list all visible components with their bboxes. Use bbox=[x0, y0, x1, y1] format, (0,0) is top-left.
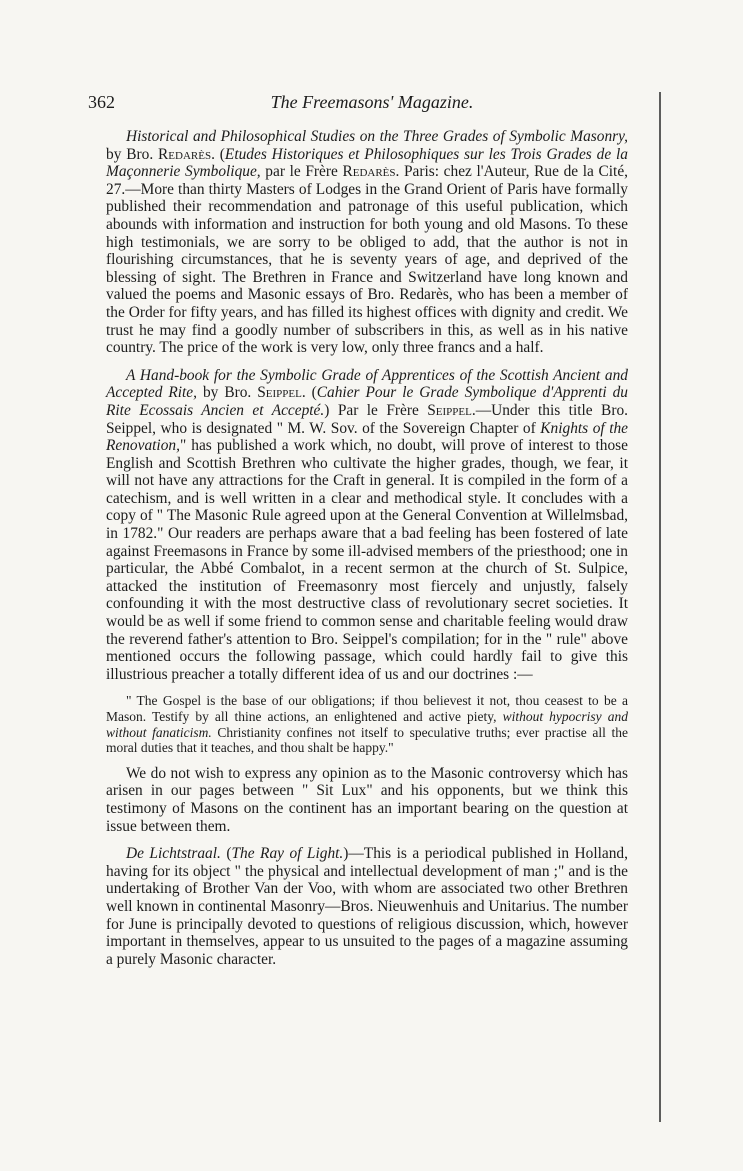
page-header bbox=[88, 92, 656, 122]
review-text: . Paris: chez l'Auteur, Rue de la Cité, 27.—More than thirty Masters of Lodges in the Grand Orient of Paris have formally published their recommendation and patronage of this useful publication, which abounds with information and instruction for both young and old Masons. To these high testimonials, we are sorry to be obliged to add, that the author is not in flourishing circumstances, that he is seventy years of age, and deprived of the blessing of sight. The Brethren in France and Switzerland have long known and valued the poems and Masonic essays of Bro. Redarès, who has been a member of the Order for fifty years, and has filled its highest offices with dignity and credit. We trust he may find a goodly number of subscribers in this, as well as in his native country. The price of the work is very low, only three francs and a half. bbox=[106, 163, 628, 357]
quote-emphasis: without hypocrisy and without fanaticism. bbox=[106, 709, 628, 740]
review-redares: Historical and Philosophical Studies on the Three Grades of Symbolic Masonry, by Bro. Redarès. (Etudes Historiques et Philosophiques sur les Trois Grades de la Maçonnerie Symbolique, par le Frère Redarès. Paris: chez l'Auteur, Rue de la Cité, 27.—More than thirty Masters of Lodges in the Grand Orient of Paris have formally published their recommendation and patronage of this useful publication, which abounds with information and instruction for both young and old Masons. To these high testimonials, we are sorry to be obliged to add, that the author is not in flourishing circumstances, that he is seventy years of age, and deprived of the blessing of sight. The Brethren in France and Switzerland have long known and valued the poems and Masonic essays of Bro. Redarès, who has been a member of the Order for fifty years, and has filled its highest offices with dignity and credit. We trust he may find a goodly number of subscribers in this, as well as in his native country. The price of the work is very low, only three francs and a half. bbox=[106, 128, 628, 357]
article-body bbox=[106, 128, 628, 978]
order-name: Knights of the Renovation, bbox=[106, 419, 628, 455]
editorial-note bbox=[106, 765, 628, 835]
author-name: Seippel bbox=[427, 401, 472, 419]
running-title: The Freemasons' Magazine. bbox=[270, 92, 474, 112]
book-title: Historical and Philosophical Studies on the Three Grades of Symbolic Masonry, bbox=[126, 128, 628, 145]
review-text: We do not wish to express any opinion as to the Masonic controversy which has arisen in our pages between " Sit Lux" and his opponents, but we think this testimony of Masons on the continent has an important bearing on the question at issue between them. bbox=[106, 764, 628, 835]
review-text: " has published a work which, no doubt, will prove of interest to those English and Scottish Brethren who cultivate the higher grades, though, we fear, it will not have any attractions for the Craft in general. It is compiled in the form of a catechism, and is well written in a clear and methodical style. It concludes with a copy of " The Masonic Rule agreed upon at the General Convention at Willelmsbad, in 1782." Our readers are perhaps aware that a bad feeling has been fostered of late against Freemasons in France by some ill-advised members of the priesthood; one in particular, the Abbé Combalot, in a recent sermon at the church of St. Sulpice, attacked the institution of Freemasonry most fiercely and unjustly, falsely confounding it with the most destructive class of revolutionary secret societies. It would be as well if some friend to common sense and charitable feeling would draw the reverend father's attention to Bro. Seippel's compilation; for in the " rule" above mentioned occurs the following passage, which could hardly fail to give this illustrious preacher a totally different idea of us and our doctrines :— bbox=[106, 437, 628, 683]
title-translation: The Ray of Light. bbox=[231, 845, 344, 863]
author-name: Redarès bbox=[342, 163, 396, 181]
review-text: )—This is a periodical published in Holland, having for its object " the physical and intellectual development of man ;" and is the undertaking of Brother Van der Voo, with whom are associated two other Brethren well known in continental Masonry—Bros. Nieuwenhuis and Unitarius. The number for June is principally devoted to questions of religious discussion, which, however important in themselves, appear to us unsuited to the pages of a magazine assuming a purely Masonic character. bbox=[106, 845, 628, 968]
page-number: 362 bbox=[88, 92, 115, 112]
review-lichtstraal: De Lichtstraal. (The Ray of Light.)—This is a periodical published in Holland, having for its object " the physical and intellectual development of man ;" and is the undertaking of Brother Van der Voo, with whom are associated two other Brethren well known in continental Masonry—Bros. Nieuwenhuis and Unitarius. The number for June is principally devoted to questions of religious discussion, which, however important in themselves, appear to us unsuited to the pages of a magazine assuming a purely Masonic character. bbox=[106, 845, 628, 968]
french-title: Etudes Historiques et Philosophiques sur les Trois Grades de la Maçonnerie Symbolique, bbox=[106, 145, 628, 181]
french-title: Cahier Pour le Grade Symbolique d'Apprenti du Rite Ecossais Ancien et Accepté. bbox=[106, 384, 628, 419]
book-title: A Hand-book for the Symbolic Grade of Apprentices of the Scottish Ancient and Accepted Rite, bbox=[106, 366, 628, 402]
author-name: Seippel. bbox=[257, 384, 306, 402]
review-seippel: A Hand-book for the Symbolic Grade of Apprentices of the Scottish Ancient and Accepted Rite, by Bro. Seippel. (Cahier Pour le Grade Symbolique d'Apprenti du Rite Ecossais Ancien et Accepté.) Par le Frère Seippel.—Under this title Bro. Seippel, who is designated " M. W. Sov. of the Sovereign Chapter of Knights of the Renovation," has published a work which, no doubt, will prove of interest to those English and Scottish Brethren who cultivate the higher grades, though, we fear, it will not have any attractions for the Craft in general. It is compiled in the form of a catechism, and is well written in a clear and methodical style. It concludes with a copy of " The Masonic Rule agreed upon at the General Convention at Willelmsbad, in 1782." Our readers are perhaps aware that a bad feeling has been fostered of late against Freemasons in France by some ill-advised members of the priesthood; one in particular, the Abbé Combalot, in a recent sermon at the church of St. Sulpice, attacked the institution of Freemasonry most fiercely and unjustly, falsely confounding it with the most destructive class of revolutionary secret societies. It would be as well if some friend to common sense and charitable feeling would draw the reverend father's attention to Bro. Seippel's compilation; for in the " rule" above mentioned occurs the following passage, which could hardly fail to give this illustrious preacher a totally different idea of us and our doctrines :— bbox=[106, 366, 628, 683]
periodical-title: De Lichtstraal. bbox=[126, 845, 221, 863]
block-quote: " The Gospel is the base of our obligations; if thou believest it not, thou ceasest to be a Mason. Testify by all thine actions, an enlightened and active piety, without hypocrisy and without fanaticism. Christianity confines not itself to speculative truths; ever practise all the moral duties that it teaches, and thou shalt be happy." bbox=[106, 693, 628, 756]
author-name: Redarès. bbox=[158, 145, 215, 163]
page-edge-rule bbox=[659, 92, 661, 1122]
review-text: .—Under this title Bro. Seippel, who is designated " M. W. Sov. of the Sovereign Chapter of bbox=[106, 401, 628, 437]
